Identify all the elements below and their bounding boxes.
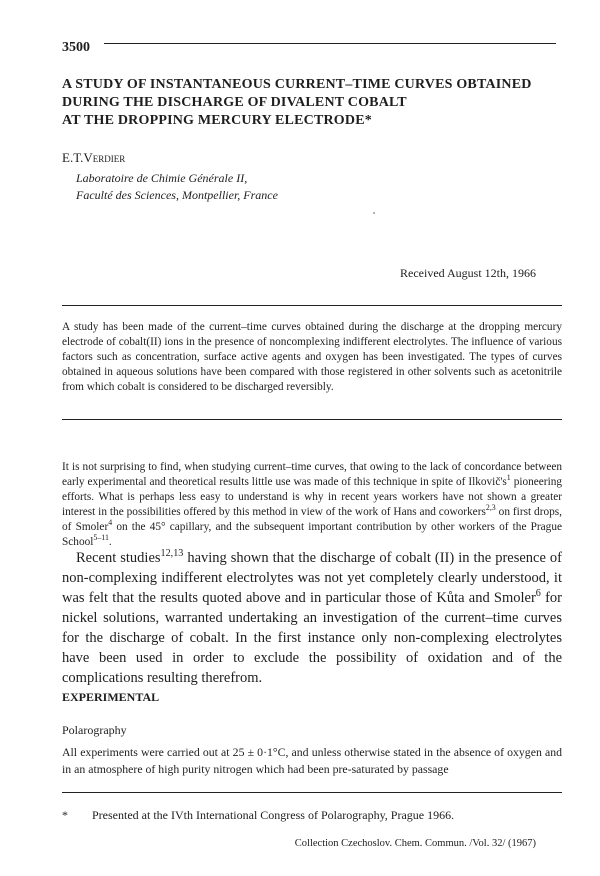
intro-text: on first drops, of Smoler: [62, 506, 562, 533]
citation: 4: [108, 518, 113, 528]
citation: 2,3: [485, 503, 496, 513]
journal-footer: Collection Czechoslov. Chem. Commun. /Vol. 32/ (1967): [294, 838, 536, 849]
section-heading: EXPERIMENTAL: [62, 690, 160, 704]
title-line: DURING THE DISCHARGE OF DIVALENT COBALT: [62, 95, 407, 110]
footnote-text: Presented at the IVth International Congress of Polarography, Prague 1966.: [92, 808, 455, 822]
title-line: A STUDY OF INSTANTANEOUS CURRENT–TIME CURVES OBTAINED: [62, 77, 532, 92]
affiliation: [76, 170, 278, 204]
intro-text: It is not surprising to find, when studying current–time curves, that owing to the lack of concordance between early experimental and theoretical results little use was made of this technique in spite of Ilkovič's: [62, 461, 562, 488]
intro-text: on the 45° capillary, and the subsequent important contribution by other workers of the Prague School: [62, 521, 562, 548]
body-text: Recent studies: [76, 550, 161, 566]
body-text: for nickel solutions, warranted undertaking an investigation of the current–time curves for the discharge of cobalt. In the first instance only non-complexing electrolytes have been used in order to exclude the possibility of oxidation and of the complications resulting therefrom.: [62, 590, 562, 686]
body-text: having shown that the discharge of cobalt (II) in the presence of non-complexing indifferent electrolytes was not yet completely clearly understood, it was felt that the results quoted above and in particular those of Kůta and Smoler: [62, 550, 562, 606]
intro-paragraph: [62, 460, 562, 550]
citation: 5–11: [93, 533, 109, 543]
citation: 6: [535, 588, 541, 600]
subsection-heading: Polarography: [62, 723, 127, 737]
abstract-top-rule: [62, 305, 562, 306]
scan-speck: [373, 212, 375, 214]
citation: 1: [506, 473, 511, 483]
footnote: [62, 808, 562, 823]
abstract: A study has been made of the current–time curves obtained during the discharge at the dropping mercury electrode of cobalt(II) ions in the presence of noncomplexing indifferent electrolytes. The influence of various factors such as concentration, surface active agents and oxygen has been investigated. The types of curves obtained in aqueous solutions have been compared with those registered in other solvents such as acetonitrile from which cobalt is considered to be discharged reversibly.: [62, 321, 562, 393]
author-initials: E.T.: [62, 150, 84, 165]
page-number: 3500: [62, 40, 90, 55]
author-surname: Verdier: [83, 150, 126, 165]
experimental-paragraph: All experiments were carried out at 25 ± 0·1°C, and unless otherwise stated in the absence of oxygen and in an atmosphere of high purity nitrogen which had been pre-saturated by passage: [62, 745, 562, 776]
intro-text: pioneering efforts. What is perhaps less easy to understand is why in recent years workers have not shown a greater interest in the possibilities offered by this method in view of the work of Hans and coworkers: [62, 476, 563, 518]
affiliation-line: Laboratoire de Chimie Générale II,: [76, 171, 248, 185]
received-date: Received August 12th, 1966: [400, 266, 536, 280]
article-title: [62, 76, 562, 130]
header-rule: [104, 43, 556, 44]
citation: 12,13: [160, 548, 184, 560]
footnote-rule: [62, 792, 562, 793]
author: [62, 150, 125, 166]
affiliation-line: Faculté des Sciences, Montpellier, France: [76, 188, 278, 202]
footnote-mark: *: [62, 808, 68, 822]
title-line: AT THE DROPPING MERCURY ELECTRODE*: [62, 113, 372, 128]
abstract-bottom-rule: [62, 419, 562, 420]
intro-text: .: [108, 536, 112, 548]
body-paragraph: [62, 548, 562, 688]
